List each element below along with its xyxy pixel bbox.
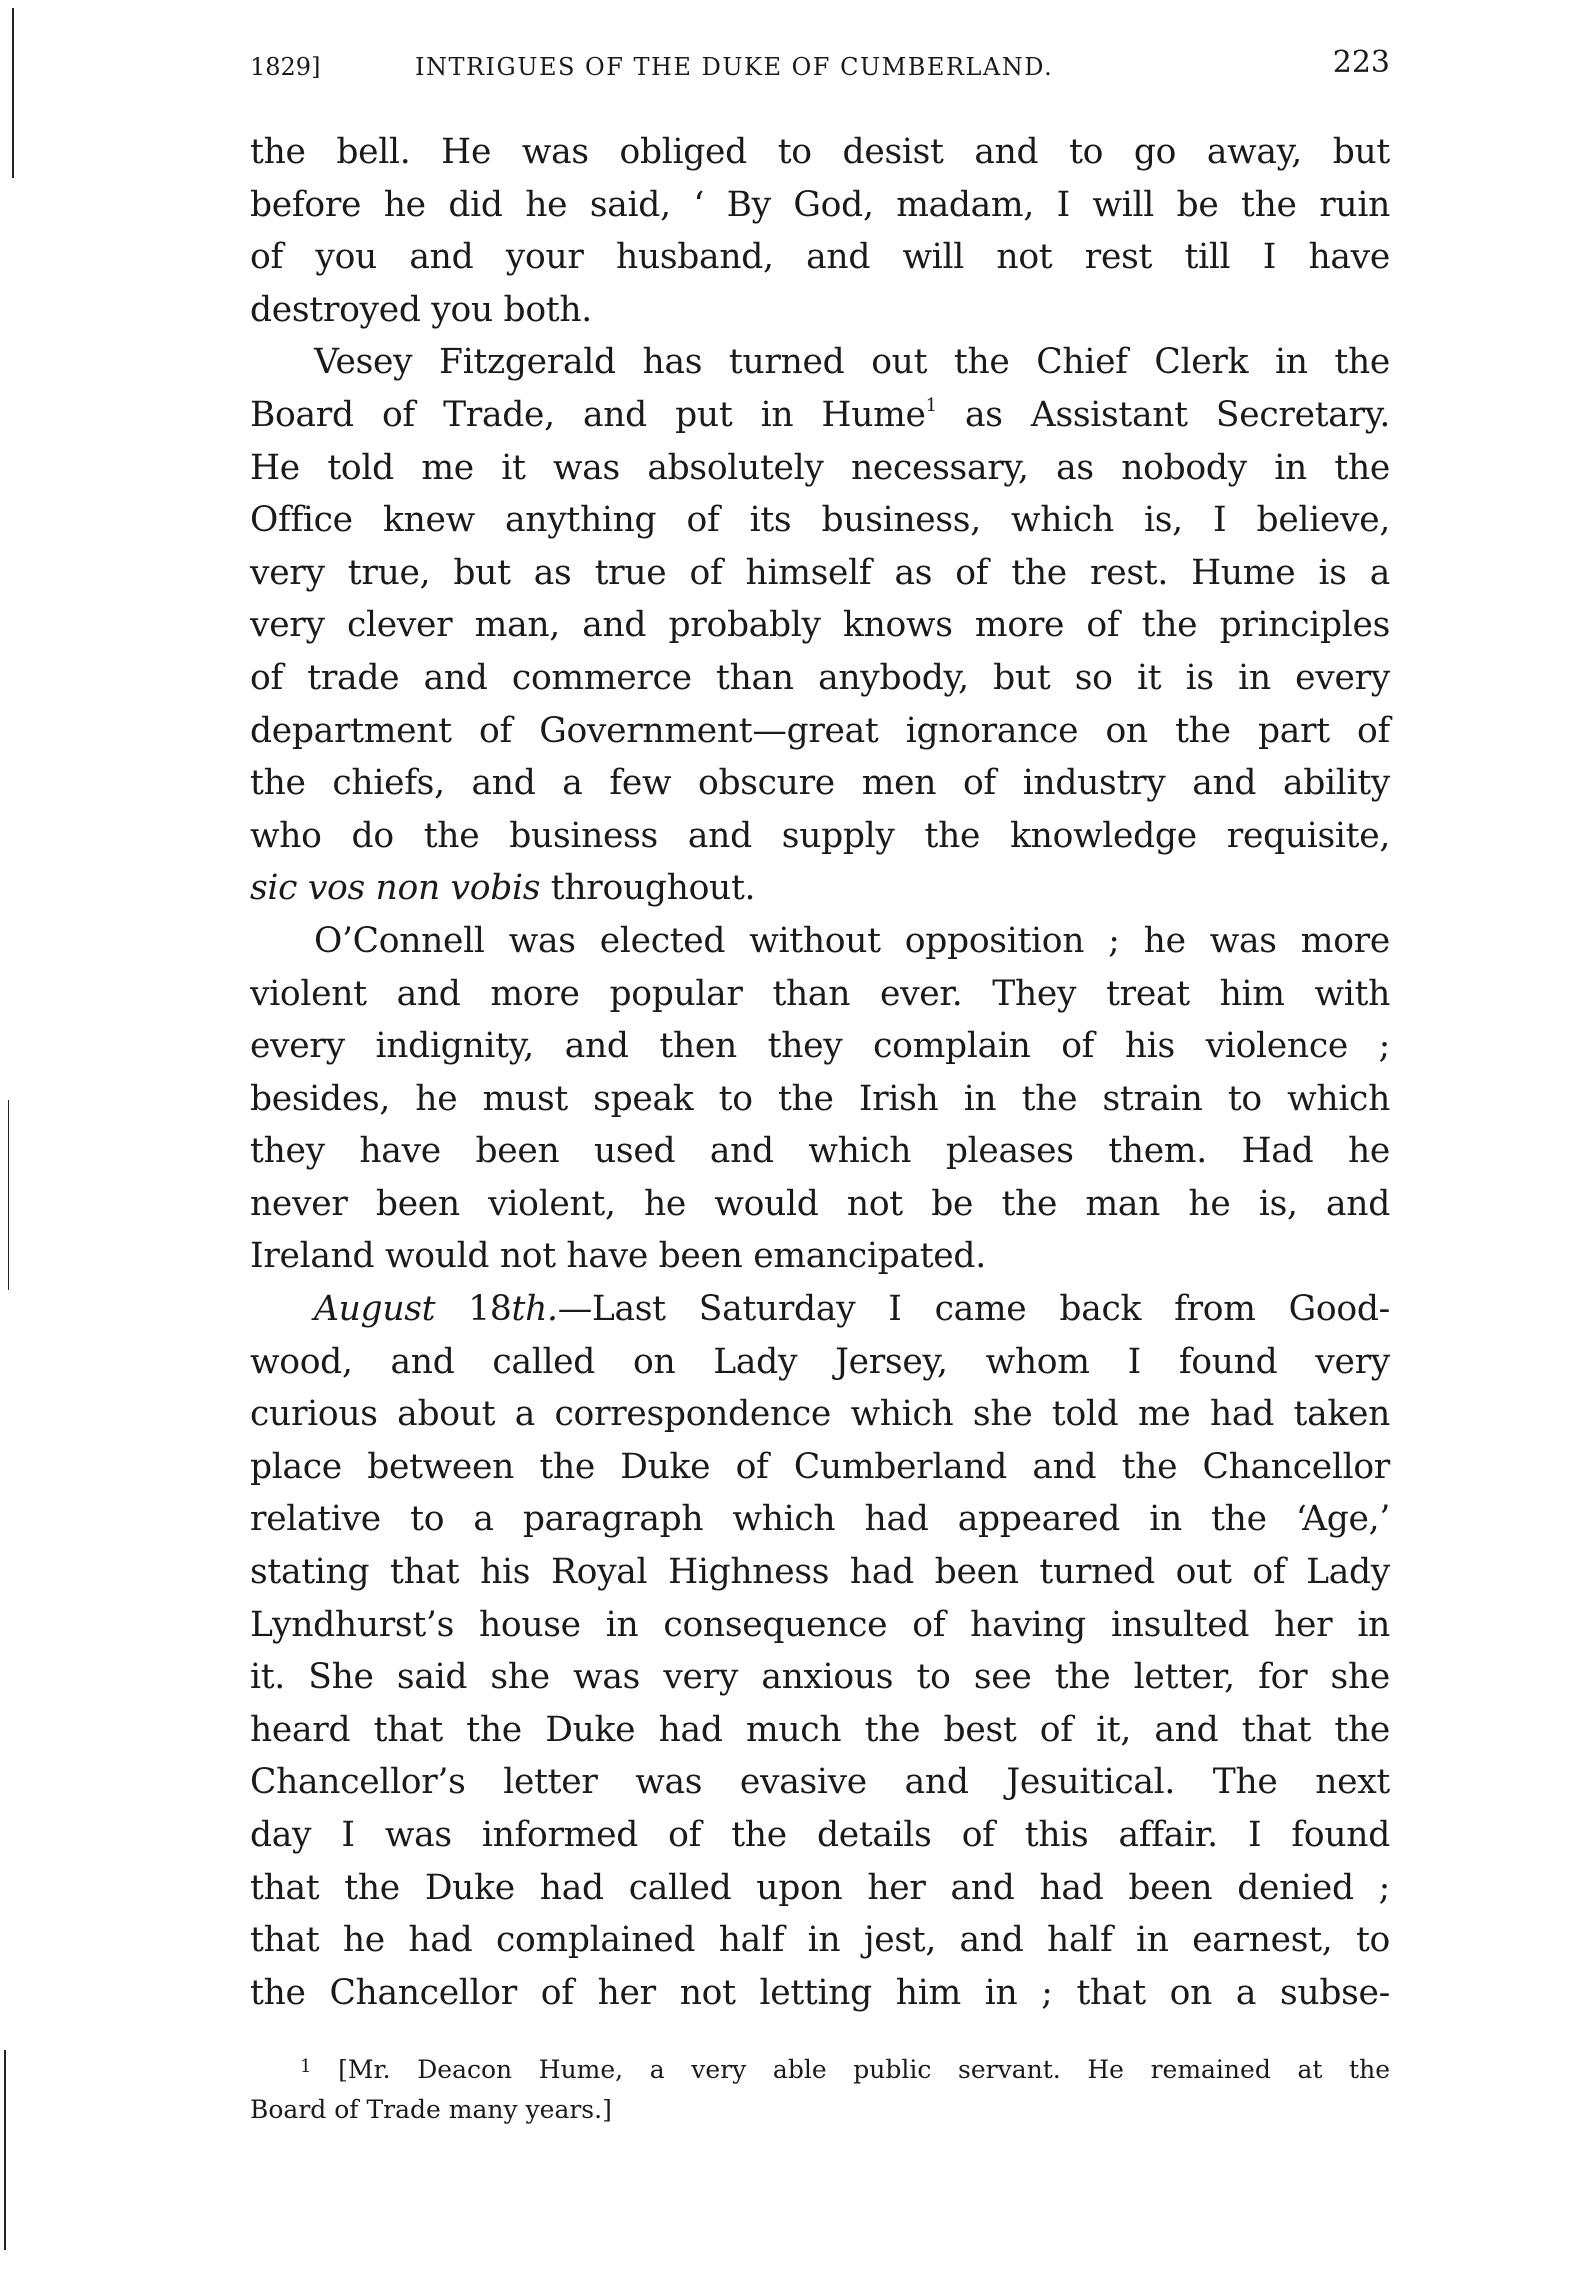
text-line: destroyed you both. [250,289,592,330]
text-line: never been violent, he would not be the man he is, and [250,1183,1390,1224]
text-span: Board of Trade, and put in Hume [250,394,926,435]
text-line: Office knew anything of its business, which is, I believe, [250,500,1390,541]
text-line: relative to a paragraph which had appeared in the ‘Age,’ [250,1499,1390,1540]
body-text [250,126,1390,2019]
text-line: violent and more popular than ever. They treat him with [250,973,1390,1014]
italic-phrase: sic vos non vobis [250,868,541,909]
text-line: Chancellor’s letter was evasive and Jesuitical. The next [250,1762,1390,1803]
page-number: 223 [1332,45,1390,80]
date-suffix: th. [511,1289,558,1330]
text-line: of you and your husband, and will not rest till I have [250,237,1390,278]
text-span: as Assistant Secretary. [965,394,1390,435]
footnote [250,2050,1390,2130]
text-line: it. She said she was very anxious to see the letter, for she [250,1657,1390,1698]
text-line: very clever man, and probably knows more of the principles [250,605,1390,646]
text-line: department of Government—great ignorance on the part of [250,710,1390,751]
text-line: He told me it was absolutely necessary, as nobody in the [250,447,1390,488]
text-line [250,862,1390,915]
footnote-ref[interactable]: 1 [925,394,937,416]
date-number: 18 [468,1289,512,1330]
text-line: every indignity, and then they complain of his violence ; [250,1026,1390,1067]
text-line: curious about a correspondence which she told me had taken [250,1394,1390,1435]
text-line: the Chancellor of her not letting him in ; that on a subse- [250,1972,1390,2013]
text-line: they have been used and which pleases them. Had he [250,1131,1390,1172]
paragraph [250,126,1390,336]
header-title: INTRIGUES OF THE DUKE OF CUMBERLAND. [415,53,1054,81]
date-label: August [314,1289,436,1330]
footnote-line: Board of Trade many years.] [250,2095,612,2124]
footnote-marker: 1 [300,2056,312,2077]
scan-edge-mark-middle [8,1100,9,1290]
text-line [250,1283,1390,1336]
text-line: Lyndhurst’s house in consequence of having insulted her in [250,1604,1390,1645]
paragraph [250,1283,1390,2019]
text-line: besides, he must speak to the Irish in the strain to which [250,1078,1390,1119]
text-line: heard that the Duke had much the best of it, and that the [250,1709,1390,1750]
text-line: stating that his Royal Highness had been turned out of Lady [250,1552,1390,1593]
text-line: very true, but as true of himself as of the rest. Hume is a [250,552,1390,593]
text-span: throughout. [550,868,756,909]
scan-edge-mark-lower [4,2050,6,2250]
running-header [250,45,1390,85]
text-line: Vesey Fitzgerald has turned out the Chief Clerk in the [314,342,1390,383]
paragraph [250,336,1390,915]
text-line: before he did he said, ‘ By God, madam, I will be the ruin [250,184,1390,225]
text-line: of trade and commerce than anybody, but so it is in every [250,657,1390,698]
text-line: O’Connell was elected without opposition ; he was more [314,920,1390,961]
paragraph [250,915,1390,1283]
text-line: the chiefs, and a few obscure men of industry and ability [250,763,1390,804]
text-line: that he had complained half in jest, and half in earnest, to [250,1920,1390,1961]
text-span: [Mr. Deacon Hume, a very able public servant. He remained at the [338,2055,1390,2084]
text-line: wood, and called on Lady Jersey, whom I found very [250,1341,1390,1382]
text-span: —Last Saturday I came back from Good- [557,1289,1391,1330]
text-line: that the Duke had called upon her and had been denied ; [250,1867,1390,1908]
text-line [250,389,1390,442]
header-year: 1829] [250,53,321,81]
text-line: place between the Duke of Cumberland and the Chancellor [250,1446,1390,1487]
footnote-line [250,2050,1390,2090]
scan-edge-mark-top [12,8,14,178]
text-line: day I was informed of the details of this affair. I found [250,1815,1390,1855]
text-line: who do the business and supply the knowledge requisite, [250,815,1390,856]
text-line: the bell. He was obliged to desist and to go away, but [250,132,1390,172]
text-line: Ireland would not have been emancipated. [250,1236,986,1277]
